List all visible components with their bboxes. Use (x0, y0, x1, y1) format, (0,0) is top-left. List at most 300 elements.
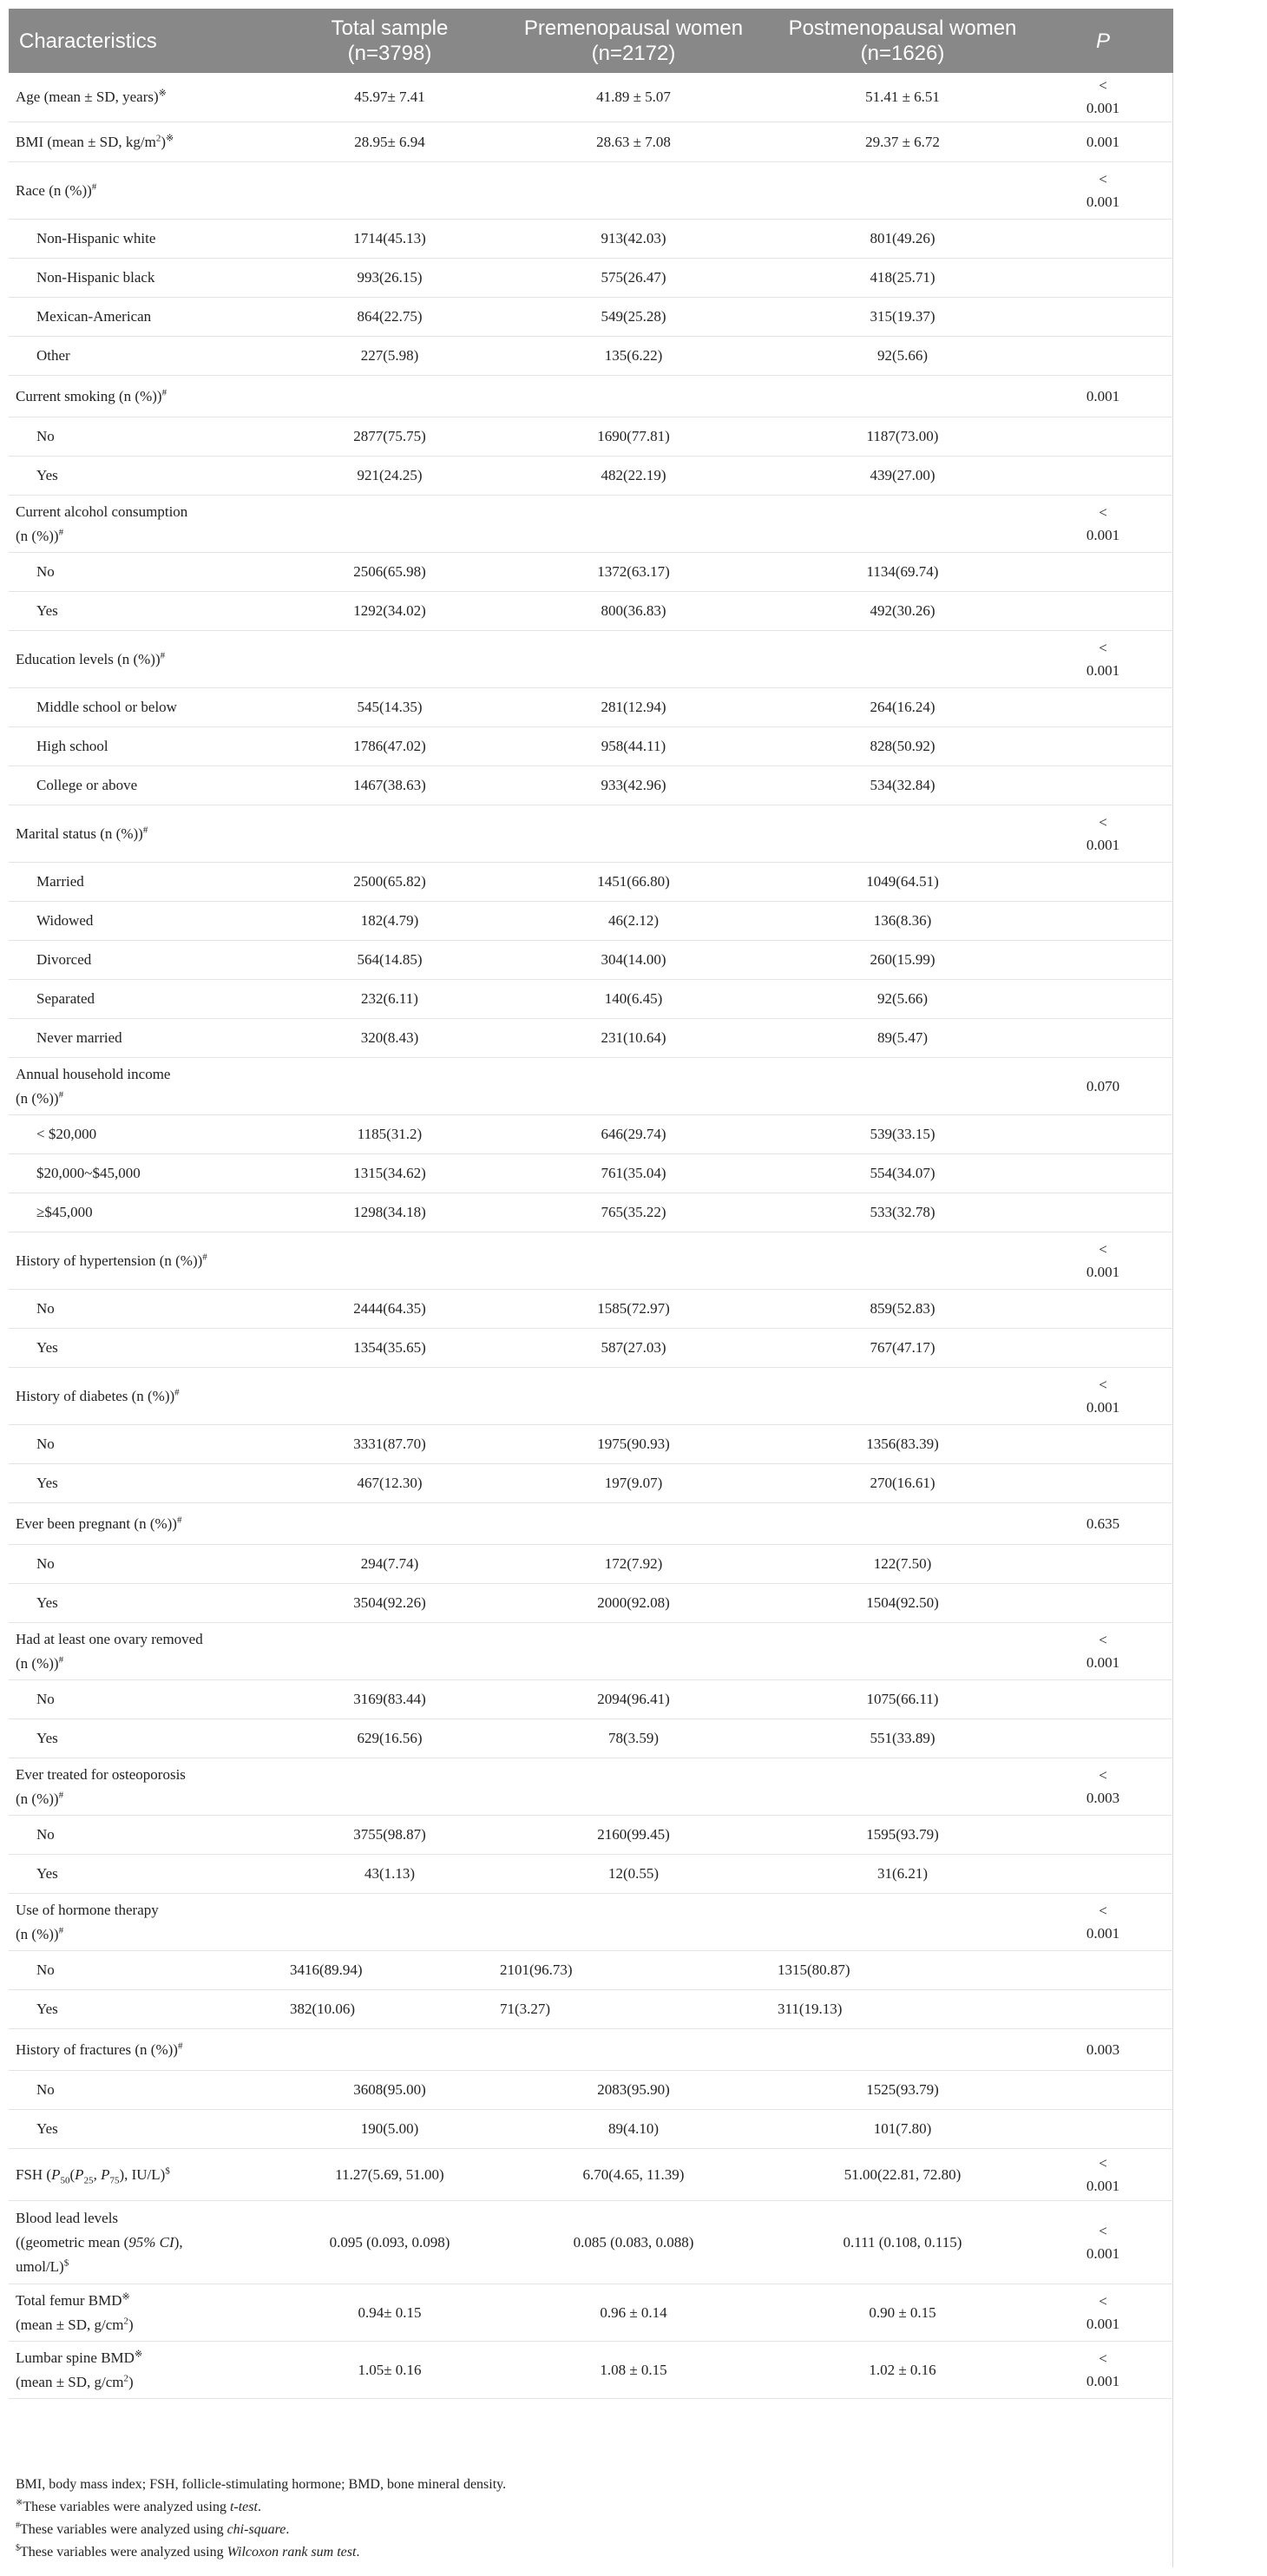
pre-cell: 1690(77.81) (597, 428, 670, 444)
total-cell: 1354(35.65) (353, 1339, 426, 1356)
row-label (9, 1503, 285, 1545)
label-italic: P (51, 2165, 61, 2183)
t-test-mark: ※ (16, 2498, 23, 2508)
table-row (9, 417, 1173, 457)
pre-cell: 71(3.27) (500, 2001, 551, 2017)
table-row (9, 162, 1173, 220)
table-row (9, 553, 1173, 592)
post-cell: 311(19.13) (778, 2001, 843, 2017)
p-value-cell (1033, 2284, 1173, 2342)
table-row (9, 376, 1173, 417)
post-cell: 1504(92.50) (866, 1594, 939, 1611)
post-cell: 1356(83.39) (866, 1436, 939, 1452)
pre-cell: 1451(66.80) (597, 873, 670, 890)
pre-cell: 6.70(4.65, 11.39) (582, 2165, 685, 2183)
p-num: 0.001 (1086, 661, 1120, 679)
label-text: BMI (mean ± SD, kg/m (16, 133, 156, 150)
label-text: Had at least one ovary removed (16, 1630, 203, 1647)
total-cell: 467(12.30) (357, 1475, 423, 1491)
total-cell: 11.27(5.69, 51.00) (335, 2165, 444, 2183)
label-text: Blood lead levels (16, 2209, 119, 2226)
post-cell: 101(7.80) (873, 2120, 932, 2137)
p-lt: < (1099, 1376, 1107, 1393)
footnote-chi-square: #These variables were analyzed using chi-square. (16, 2520, 290, 2537)
label-text: Age (mean ± SD, years) (16, 89, 159, 105)
total-cell: 2444(64.35) (353, 1300, 426, 1317)
table-row (9, 1464, 1173, 1503)
table-row (9, 1545, 1173, 1584)
row-label: No (36, 1436, 55, 1452)
subscript: 25 (83, 2174, 94, 2185)
label-text: (n (%)) (16, 1790, 59, 1807)
label-text: Ever been pregnant (n (%)) (16, 1515, 177, 1532)
chi-square-mark: # (142, 824, 148, 835)
table-header-row (9, 9, 1173, 73)
label-text: Current smoking (n (%)) (16, 387, 162, 404)
row-label (9, 1368, 285, 1425)
p-value-cell (1033, 1894, 1173, 1951)
row-label: Divorced (36, 951, 92, 968)
row-label: Mexican-American (36, 308, 152, 325)
row-label (9, 122, 285, 162)
total-cell: 43(1.13) (364, 1865, 416, 1882)
total-cell: 294(7.74) (360, 1555, 419, 1572)
row-label (9, 2284, 285, 2342)
post-cell: 122(7.50) (873, 1555, 932, 1572)
row-label: No (36, 1555, 55, 1572)
label-text: ), (174, 2233, 183, 2251)
chi-square-mark: # (58, 1653, 64, 1665)
row-label: Other (36, 347, 70, 364)
post-cell: 1595(93.79) (866, 1826, 939, 1843)
subscript: 75 (109, 2174, 120, 2185)
p-value-cell (1033, 73, 1173, 122)
total-cell: 1298(34.18) (353, 1204, 426, 1220)
table-row (9, 2149, 1173, 2201)
total-cell: 182(4.79) (360, 912, 419, 929)
post-cell: 554(34.07) (870, 1165, 935, 1181)
label-text: (mean ± SD, g/cm (16, 2316, 124, 2333)
label-text: ) (128, 2373, 134, 2390)
chi-square-mark: # (91, 181, 97, 192)
row-label (9, 1058, 285, 1115)
row-label: Yes (36, 2120, 58, 2137)
pre-cell: 958(44.11) (601, 738, 666, 754)
table-row (9, 1680, 1173, 1719)
wilcoxon-mark: $ (63, 2257, 69, 2268)
header-characteristics: Characteristics (9, 9, 285, 73)
label-text: ( (69, 2165, 75, 2183)
total-cell: 629(16.56) (357, 1730, 423, 1746)
row-label: Yes (36, 1594, 58, 1611)
row-label: Non-Hispanic black (36, 269, 155, 286)
post-cell: 1134(69.74) (866, 563, 939, 580)
table-row (9, 298, 1173, 337)
table-row (9, 1503, 1173, 1545)
label-text: History of fractures (n (%)) (16, 2040, 178, 2058)
pre-cell: 2094(96.41) (597, 1691, 670, 1707)
p-lt: < (1099, 813, 1107, 831)
post-cell: 264(16.24) (870, 699, 935, 715)
label-text: Total femur BMD (16, 2291, 122, 2309)
p-lt: < (1099, 1902, 1107, 1919)
label-text: ) (161, 133, 167, 150)
p-value-cell (1033, 805, 1173, 863)
p-num: 0.001 (1086, 1924, 1120, 1942)
post-cell: 859(52.83) (870, 1300, 935, 1317)
table-row (9, 122, 1173, 162)
label-text: Lumbar spine BMD (16, 2349, 135, 2366)
p-value-cell (1033, 2149, 1173, 2201)
table-row (9, 1951, 1173, 1990)
row-label: Widowed (36, 912, 94, 929)
row-label: Yes (36, 1339, 58, 1356)
p-lt: < (1099, 2349, 1107, 2367)
subscript: 50 (60, 2174, 70, 2185)
row-label: Married (36, 873, 84, 890)
post-cell: 539(33.15) (870, 1126, 935, 1142)
post-cell: 92(5.66) (876, 990, 929, 1007)
table-row (9, 902, 1173, 941)
post-cell: 0.90 ± 0.15 (869, 2303, 936, 2321)
total-cell: 0.095 (0.093, 0.098) (329, 2233, 450, 2251)
pre-cell: 46(2.12) (607, 912, 660, 929)
post-cell: 1525(93.79) (866, 2081, 939, 2098)
p-num: 0.001 (1086, 1263, 1120, 1280)
row-label: Separated (36, 990, 95, 1007)
table-row (9, 863, 1173, 902)
post-cell: 439(27.00) (870, 467, 935, 483)
pre-cell: 482(22.19) (601, 467, 666, 483)
table-row (9, 1584, 1173, 1623)
p-lt: < (1099, 503, 1107, 521)
pre-cell: 0.96 ± 0.14 (600, 2303, 667, 2321)
chi-square-mark: # (161, 386, 167, 398)
post-cell: 89(5.47) (876, 1029, 929, 1046)
footnote-test-name: t-test (229, 2500, 258, 2514)
post-cell: 31(6.21) (876, 1865, 929, 1882)
post-cell: 92(5.66) (876, 347, 929, 364)
row-label: Yes (36, 602, 58, 619)
pre-cell: 41.89 ± 5.07 (596, 89, 671, 105)
p-value-cell (1033, 1232, 1173, 1290)
pre-cell: 2083(95.90) (597, 2081, 670, 2098)
p-value-cell: 0.070 (1086, 1077, 1120, 1094)
p-value-cell: 0.001 (1086, 387, 1120, 404)
p-value-cell (1033, 162, 1173, 220)
post-cell: 551(33.89) (870, 1730, 935, 1746)
header-postmenopausal (772, 9, 1033, 73)
p-num: 0.001 (1086, 526, 1120, 543)
post-cell: 767(47.17) (870, 1339, 935, 1356)
pre-cell: 575(26.47) (601, 269, 666, 286)
total-cell: 3755(98.87) (353, 1826, 426, 1843)
p-num: 0.001 (1086, 2372, 1120, 2389)
p-value-cell (1033, 1758, 1173, 1816)
total-cell: 320(8.43) (360, 1029, 419, 1046)
row-label (9, 1623, 285, 1680)
table-row (9, 337, 1173, 376)
label-text: , (93, 2165, 102, 2183)
p-value-cell: 0.001 (1086, 133, 1120, 150)
total-cell: 1714(45.13) (353, 230, 426, 246)
total-cell: 545(14.35) (357, 699, 423, 715)
p-num: 0.001 (1086, 2315, 1120, 2332)
table-row (9, 1115, 1173, 1154)
post-cell: 51.00(22.81, 72.80) (844, 2165, 962, 2183)
label-text: History of diabetes (n (%)) (16, 1387, 175, 1404)
t-test-mark: ※ (166, 132, 174, 143)
row-label: Yes (36, 2001, 58, 2017)
table-row (9, 1990, 1173, 2029)
pre-cell: 140(6.45) (604, 990, 663, 1007)
footnote-text: These variables were analyzed using (20, 2545, 227, 2560)
total-cell: 564(14.85) (357, 951, 423, 968)
row-label: Middle school or below (36, 699, 177, 715)
pre-cell: 231(10.64) (601, 1029, 666, 1046)
table-row (9, 2201, 1173, 2284)
post-cell: 1049(64.51) (866, 873, 939, 890)
post-cell: 534(32.84) (870, 777, 935, 793)
table-row (9, 1758, 1173, 1816)
header-post-n: (n=1626) (860, 42, 945, 65)
post-cell: 1315(80.87) (778, 1962, 850, 1978)
row-label: Never married (36, 1029, 122, 1046)
post-cell: 1.02 ± 0.16 (869, 2361, 936, 2378)
pre-cell: 1.08 ± 0.15 (600, 2361, 667, 2378)
header-total-n: (n=3798) (347, 42, 432, 65)
label-text: ) (128, 2316, 134, 2333)
row-label (9, 1894, 285, 1951)
total-cell: 190(5.00) (360, 2120, 419, 2137)
p-lt: < (1099, 2154, 1107, 2172)
chi-square-mark: # (58, 1088, 64, 1100)
table-row (9, 805, 1173, 863)
total-cell: 1467(38.63) (353, 777, 426, 793)
superscript: 2 (123, 2372, 129, 2383)
header-premenopausal (495, 9, 772, 73)
table-footnotes (16, 2474, 1170, 2564)
p-value-cell (1033, 1623, 1173, 1680)
pre-cell: 197(9.07) (604, 1475, 663, 1491)
p-num: 0.001 (1086, 836, 1120, 853)
total-cell: 1292(34.02) (353, 602, 426, 619)
row-label: ≥$45,000 (36, 1204, 93, 1220)
table-row (9, 220, 1173, 259)
total-cell: 1786(47.02) (353, 738, 426, 754)
chi-square-mark: # (176, 1514, 182, 1525)
p-num: 0.003 (1086, 1789, 1120, 1806)
table-row (9, 592, 1173, 631)
chi-square-mark: # (177, 2040, 183, 2051)
label-text: umol/L) (16, 2257, 64, 2275)
pre-cell: 135(6.22) (604, 347, 663, 364)
table-row (9, 496, 1173, 553)
footnote-t-test: ※These variables were analyzed using t-test. (16, 2498, 261, 2514)
header-post-title: Postmenopausal women (788, 16, 1017, 40)
label-text: (n (%)) (16, 1654, 59, 1672)
chi-square-mark: # (16, 2520, 20, 2531)
row-label: Yes (36, 467, 58, 483)
pre-cell: 2000(92.08) (597, 1594, 670, 1611)
pre-cell: 304(14.00) (601, 951, 666, 968)
pre-cell: 800(36.83) (601, 602, 666, 619)
total-cell: 1.05± 0.16 (358, 2361, 422, 2378)
p-value-cell: 0.635 (1086, 1515, 1120, 1532)
table-row (9, 2110, 1173, 2149)
header-pre-n: (n=2172) (591, 42, 676, 65)
pre-cell: 761(35.04) (601, 1165, 666, 1181)
chi-square-mark: # (160, 649, 166, 660)
total-cell: 28.95± 6.94 (354, 133, 425, 150)
post-cell: 51.41 ± 6.51 (865, 89, 940, 105)
total-cell: 1185(31.2) (357, 1126, 423, 1142)
chi-square-mark: # (202, 1251, 207, 1262)
post-cell: 418(25.71) (870, 269, 935, 286)
p-lt: < (1099, 2222, 1107, 2239)
pre-cell: 89(4.10) (607, 2120, 660, 2137)
label-text: ((geometric mean ( (16, 2233, 129, 2251)
footnote-wilcoxon: $These variables were analyzed using Wilcoxon rank sum test. (16, 2543, 360, 2560)
total-cell: 227(5.98) (360, 347, 419, 364)
row-label (9, 2029, 285, 2071)
label-text: Race (n (%)) (16, 181, 92, 199)
row-label: No (36, 1691, 55, 1707)
superscript: 2 (123, 2315, 129, 2326)
table-row (9, 1058, 1173, 1115)
table-row (9, 727, 1173, 766)
row-label: High school (36, 738, 108, 754)
pre-cell: 913(42.03) (601, 230, 666, 246)
characteristics-table (9, 9, 1173, 2399)
row-label (9, 1758, 285, 1816)
post-cell: 29.37 ± 6.72 (865, 133, 940, 150)
total-cell: 3169(83.44) (353, 1691, 426, 1707)
label-text: (n (%)) (16, 1089, 59, 1107)
row-label: No (36, 1826, 55, 1843)
row-label: College or above (36, 777, 138, 793)
row-label: No (36, 1962, 55, 1978)
row-label (9, 1232, 285, 1290)
post-cell: 801(49.26) (870, 230, 935, 246)
total-cell: 2500(65.82) (353, 873, 426, 890)
p-value-cell (1033, 631, 1173, 688)
total-cell: 3331(87.70) (353, 1436, 426, 1452)
table-row (9, 766, 1173, 805)
p-value-cell (1033, 2201, 1173, 2284)
row-label (9, 73, 285, 122)
table-row (9, 631, 1173, 688)
p-value-cell (1033, 2342, 1173, 2399)
footnote-test-name: Wilcoxon rank sum test (226, 2545, 357, 2560)
post-cell: 1075(66.11) (866, 1691, 939, 1707)
pre-cell: 0.085 (0.083, 0.088) (573, 2233, 694, 2251)
total-cell: 993(26.15) (357, 269, 423, 286)
label-italic: 95% CI (128, 2233, 174, 2251)
label-text: (mean ± SD, g/cm (16, 2373, 124, 2390)
post-cell: 0.111 (0.108, 0.115) (843, 2233, 962, 2251)
chi-square-mark: # (58, 1924, 64, 1935)
row-label (9, 805, 285, 863)
table-row (9, 73, 1173, 122)
row-label: Yes (36, 1475, 58, 1491)
pre-cell: 933(42.96) (601, 777, 666, 793)
p-value-cell (1033, 496, 1173, 553)
table-row (9, 941, 1173, 980)
total-cell: 3504(92.26) (353, 1594, 426, 1611)
table-row (9, 1193, 1173, 1232)
footnote-abbreviations: BMI, body mass index; FSH, follicle-stimulating hormone; BMD, bone mineral density. (16, 2477, 507, 2492)
footnote-text: These variables were analyzed using (20, 2522, 227, 2537)
label-italic: P (75, 2165, 84, 2183)
label-text: Current alcohol consumption (16, 503, 188, 520)
t-test-mark: ※ (134, 2348, 143, 2359)
table-row (9, 980, 1173, 1019)
total-cell: 382(10.06) (290, 2001, 356, 2017)
row-label: $20,000~$45,000 (36, 1165, 141, 1181)
table-row (9, 2029, 1173, 2071)
footnote-text: These variables were analyzed using (23, 2500, 230, 2514)
row-label: No (36, 428, 55, 444)
table-row (9, 2342, 1173, 2399)
row-label: Yes (36, 1865, 58, 1882)
chi-square-mark: # (174, 1386, 180, 1397)
post-cell: 828(50.92) (870, 738, 935, 754)
row-label (9, 2201, 285, 2284)
post-cell: 260(15.99) (870, 951, 935, 968)
header-total-sample (285, 9, 495, 73)
pre-cell: 2101(96.73) (500, 1962, 573, 1978)
row-label (9, 376, 285, 417)
header-total-title: Total sample (331, 16, 449, 40)
footnote-test-name: chi-square (226, 2522, 286, 2537)
table-row (9, 2284, 1173, 2342)
header-p-value: P (1033, 9, 1173, 73)
label-text: Marital status (n (%)) (16, 825, 143, 842)
row-label (9, 496, 285, 553)
p-lt: < (1099, 2292, 1107, 2310)
row-label: Non-Hispanic white (36, 230, 156, 246)
row-label (9, 2342, 285, 2399)
table-row (9, 1154, 1173, 1193)
row-label: No (36, 1300, 55, 1317)
table-row (9, 1855, 1173, 1894)
p-lt: < (1099, 1240, 1107, 1258)
row-label (9, 631, 285, 688)
post-cell: 270(16.61) (870, 1475, 935, 1491)
row-label (9, 162, 285, 220)
row-label (9, 2149, 285, 2201)
p-num: 0.001 (1086, 2177, 1120, 2194)
pre-cell: 172(7.92) (604, 1555, 663, 1572)
table-row (9, 259, 1173, 298)
row-label: No (36, 2081, 55, 2098)
row-label: No (36, 563, 55, 580)
label-italic: P (101, 2165, 110, 2183)
wilcoxon-mark: $ (165, 2165, 170, 2176)
post-cell: 492(30.26) (870, 602, 935, 619)
p-value-cell (1033, 1368, 1173, 1425)
pre-cell: 1372(63.17) (597, 563, 670, 580)
total-cell: 3416(89.94) (290, 1962, 363, 1978)
p-num: 0.001 (1086, 193, 1120, 210)
pre-cell: 2160(99.45) (597, 1826, 670, 1843)
p-num: 0.001 (1086, 1653, 1120, 1671)
label-text: History of hypertension (n (%)) (16, 1252, 203, 1269)
row-label: Yes (36, 1730, 58, 1746)
pre-cell: 78(3.59) (607, 1730, 660, 1746)
table-row (9, 1368, 1173, 1425)
